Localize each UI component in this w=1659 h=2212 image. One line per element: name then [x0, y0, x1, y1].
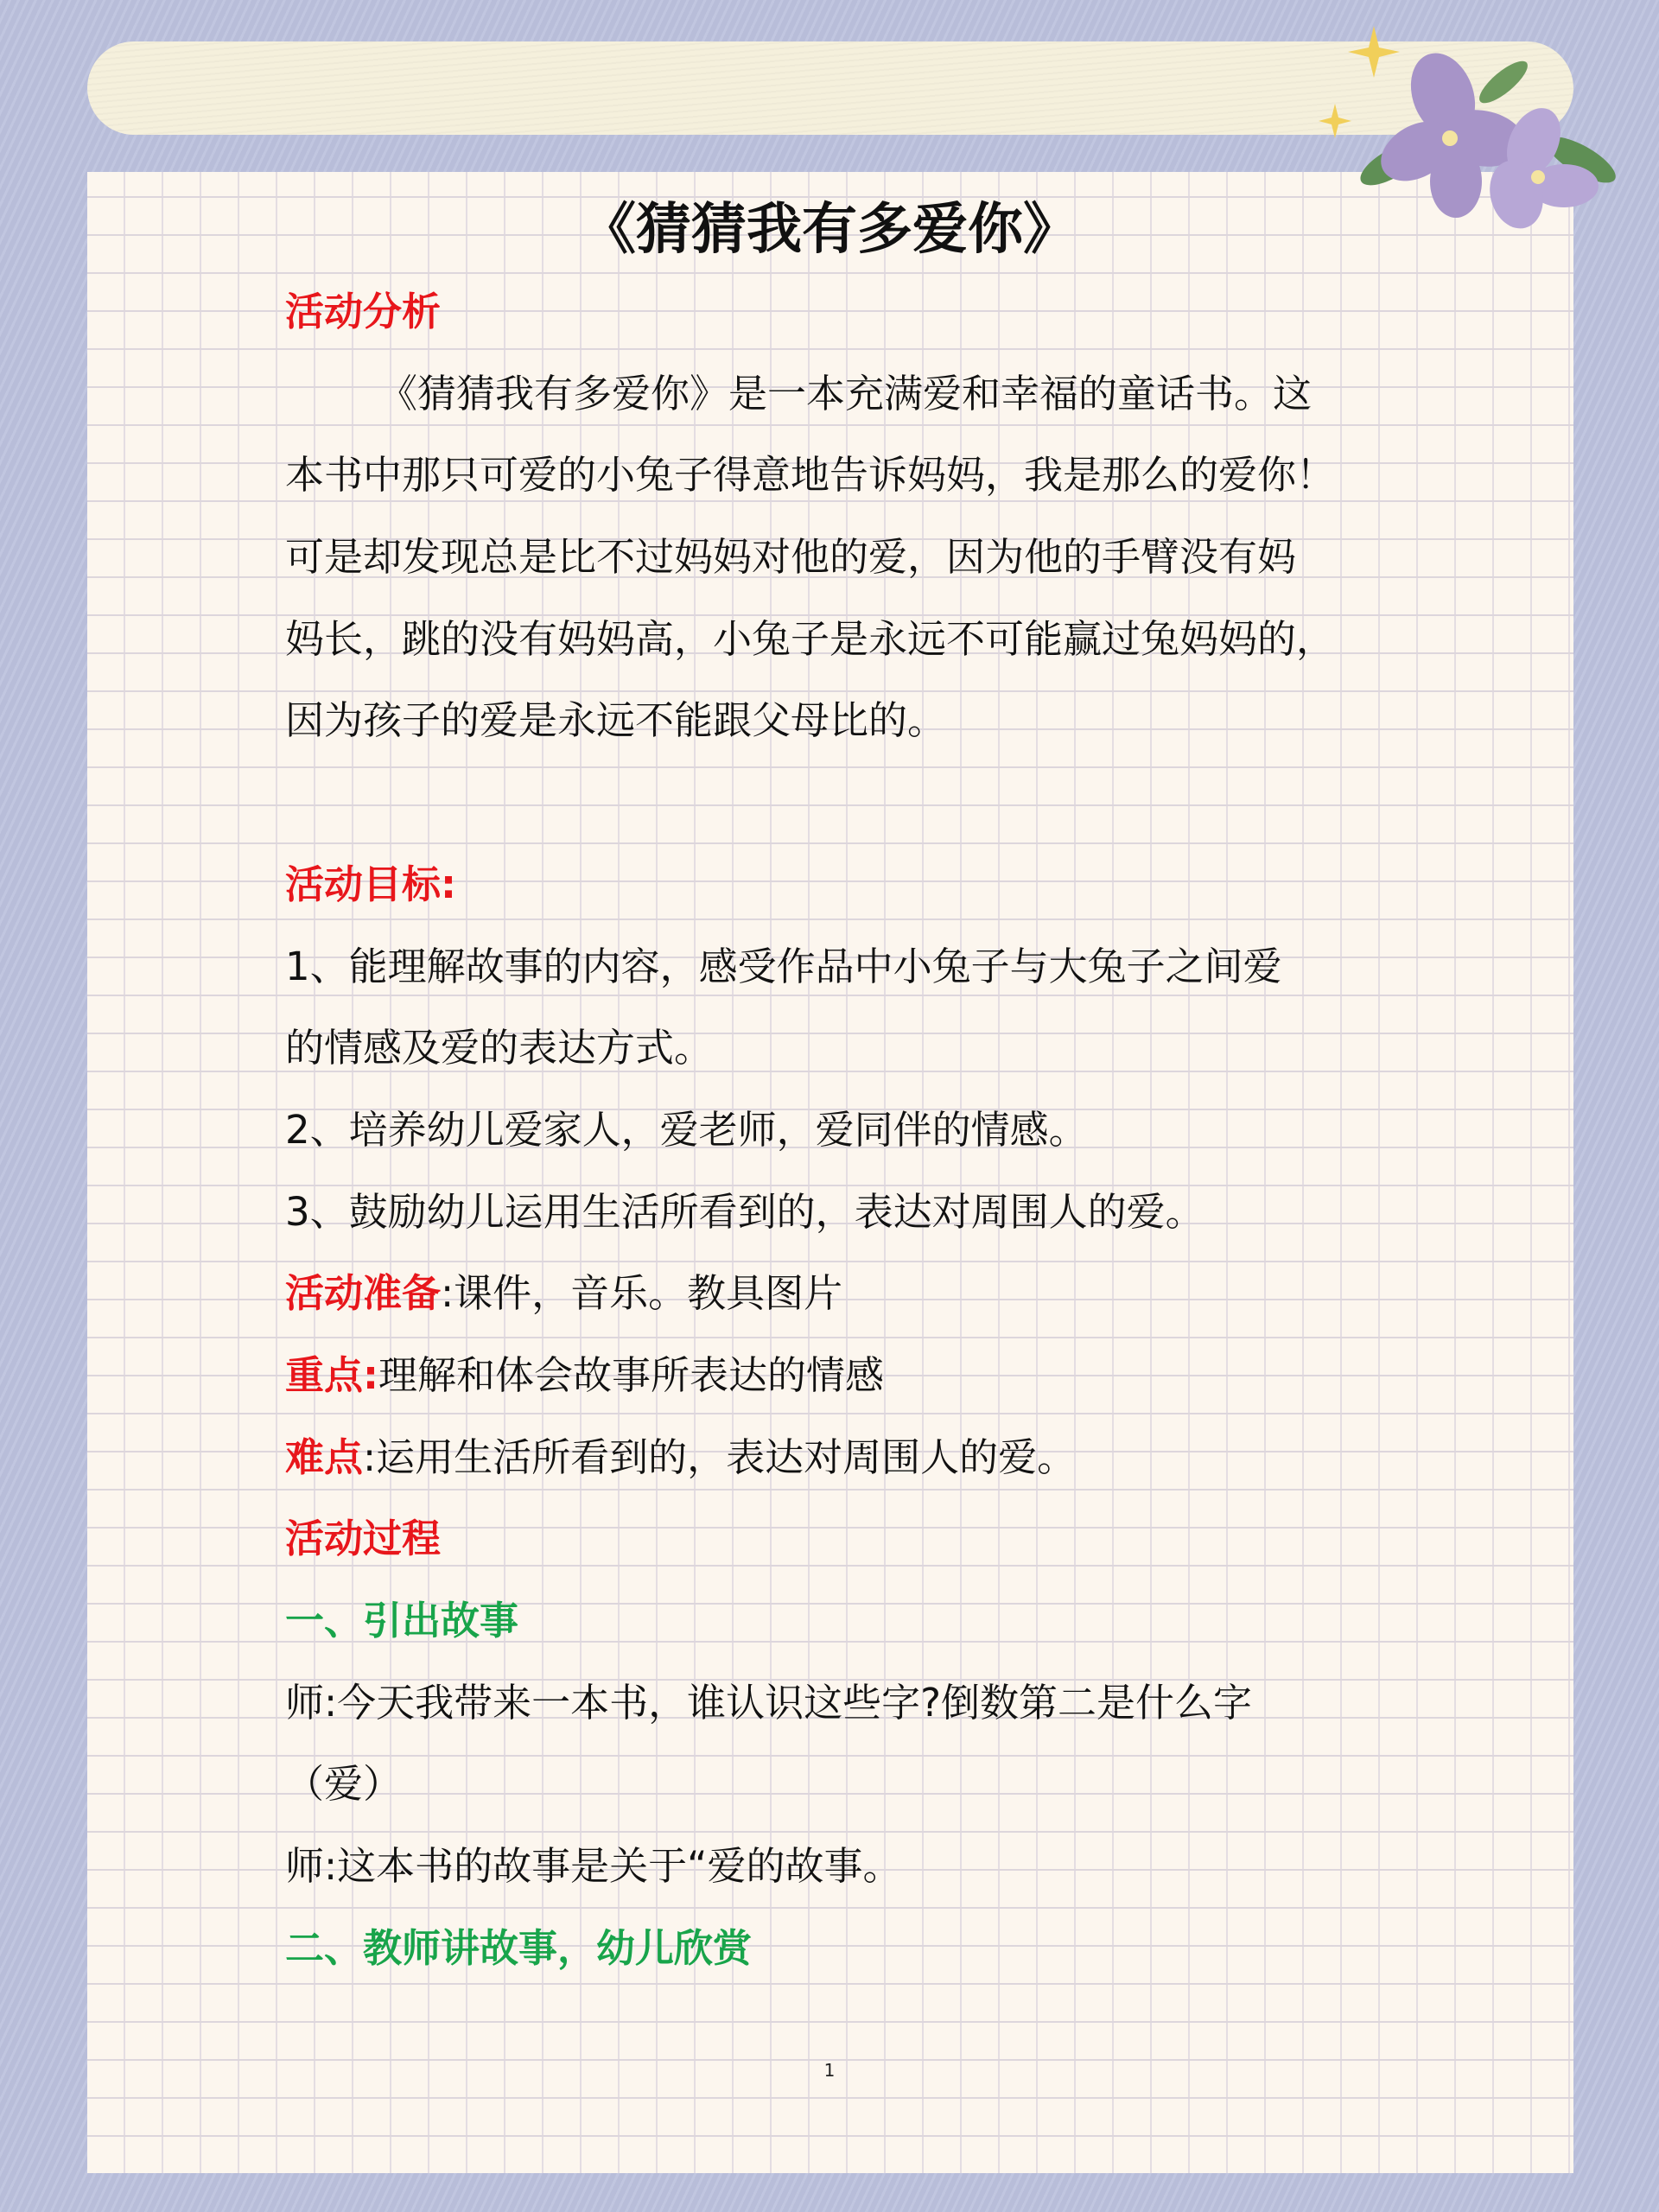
step-heading-1: 一、引出故事 [285, 1598, 519, 1643]
paragraph-line: 因为孩子的爱是永远不能跟父母比的。 [285, 697, 947, 744]
key-point-text: 理解和体会故事所表达的情感 [378, 1351, 885, 1398]
page-number: 1 [823, 2060, 836, 2081]
step-line: 师:这本书的故事是关于“爱的故事。 [285, 1843, 902, 1890]
goal-line: 3、鼓励幼儿运用生活所看到的，表达对周围人的爱。 [285, 1188, 1205, 1235]
section-heading-analysis: 活动分析 [285, 289, 442, 334]
key-point-label: 重点: [285, 1351, 378, 1398]
step-heading-2: 二、教师讲故事，幼儿欣赏 [285, 1924, 753, 1971]
goal-line: 2、培养幼儿爱家人，爱老师，爱同伴的情感。 [285, 1106, 1088, 1153]
difficulty-text: :运用生活所看到的，表达对周围人的爱。 [363, 1433, 1077, 1480]
step-line: （爱） [285, 1761, 403, 1808]
document-body [285, 271, 1335, 1989]
section-heading-process: 活动过程 [285, 1516, 442, 1562]
paragraph-line: 妈长，跳的没有妈妈高，小兔子是永远不可能赢过兔妈妈的， [285, 615, 1336, 662]
blank-line [285, 762, 1335, 844]
paragraph-line: 可是却发现总是比不过妈妈对他的爱，因为他的手臂没有妈 [285, 534, 1297, 581]
step-line: 师:今天我带来一本书，谁认识这些字?倒数第二是什么字 [285, 1679, 1253, 1726]
goal-line: 的情感及爱的表达方式。 [285, 1025, 714, 1071]
preparation-line [285, 1253, 1335, 1335]
paragraph-line: 本书中那只可爱的小兔子得意地告诉妈妈，我是那么的爱你！ [285, 452, 1336, 499]
difficulty-label: 难点 [285, 1433, 364, 1480]
preparation-text: :课件，音乐。教具图片 [441, 1270, 843, 1317]
preparation-label: 活动准备 [285, 1270, 442, 1317]
paragraph-line: 《猜猜我有多爱你》是一本充满爱和幸福的童话书。这 [378, 370, 1313, 416]
key-point-line [285, 1335, 1335, 1417]
page-title: 《猜猜我有多爱你》 [581, 198, 1078, 262]
goal-line: 1、能理解故事的内容，感受作品中小兔子与大兔子之间爱 [285, 943, 1282, 989]
section-heading-goals: 活动目标: [285, 861, 456, 907]
difficulty-line [285, 1417, 1335, 1499]
